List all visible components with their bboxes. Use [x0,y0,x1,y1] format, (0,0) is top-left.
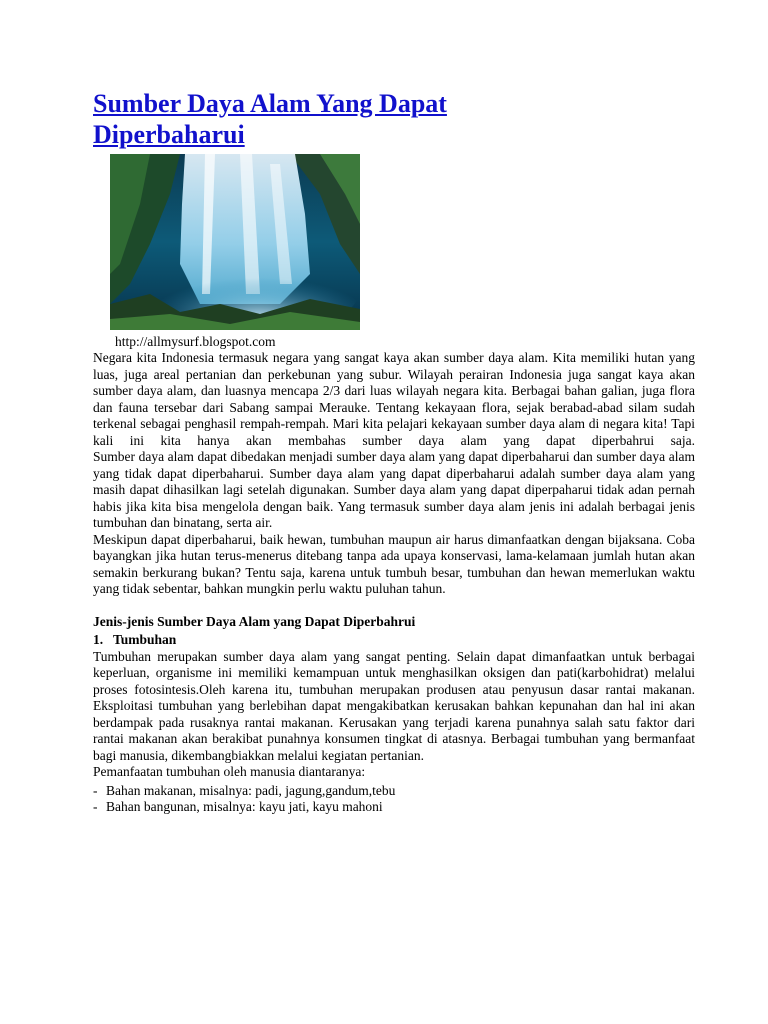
usage-list [93,783,695,816]
list-item-text: Bahan bangunan, misalnya: kayu jati, kayu mahoni [106,799,383,814]
paragraph-3: Meskipun dapat diperbaharui, baik hewan, tumbuhan maupun air harus dimanfaatkan dengan bijaksana. Coba bayangkan jika hutan terus-menerus ditebang tanpa ada upaya konservasi, lama-kelamaan jumlah hutan akan semakin berkurang bukan? Tentu saja, karena untuk tumbuh besar, tumbuhan dan hewan memerlukan waktu yang tidak sebentar, bahkan mungkin perlu waktu puluhan tahun. [93,531,695,596]
list-item-text: Bahan makanan, misalnya: padi, jagung,gandum,tebu [106,782,396,798]
subsection-heading [93,632,695,649]
document-page [93,88,695,816]
list-dash: - [93,799,98,814]
section-body: Tumbuhan merupakan sumber daya alam yang sangat penting. Selain dapat dimanfaatkan untuk berbagai keperluan, organisme ini memiliki kemampuan untuk menghasilkan oksigen dan pati(karbohidrat) melalui proses fotosintesis.Oleh karena itu, tumbuhan merupakan produsen atau penyusun dasar rantai makanan. Eksploitasi tumbuhan yang berlebihan dapat mengakibatkan kerusakan bahkan kepunahan dan hal ini akan berdampak pada rusaknya rantai makanan. Kerusakan yang terjadi karena punahnya salah satu faktor dari rantai makanan akan berakibat punahnya konsumen tingkat di atasnya. Berbagai tumbuhan yang bermanfaat bagi manusia, dikembangbiakkan melalui kegiatan pertanian. [93,648,695,763]
subsection-number: 1. [93,632,104,647]
list-item [93,799,695,816]
list-item [93,783,695,800]
section-heading: Jenis-jenis Sumber Daya Alam yang Dapat Diperbahrui [93,613,416,629]
paragraph-2: Sumber daya alam dapat dibedakan menjadi sumber daya alam yang dapat diperbaharui dan sumber daya alam yang tidak dapat diperbaharui. Sumber daya alam yang dapat diperbaharui adalah sumber daya alam yang masih dapat dihasilkan lagi setelah digunakan. Sumber daya alam yang dapat diperpaharui tidak adan pernah habis jika kita bisa mengelola dengan baik. Yang termasuk sumber daya alam jenis ini adalah berbagai jenis tumbuhan dan binatang, serta air. [93,449,695,530]
page-title-link[interactable]: Sumber Daya Alam Yang Dapat Diperbaharui [93,89,447,149]
subsection-title: Tumbuhan [113,632,177,647]
figure [110,154,360,350]
list-intro: Pemanfaatan tumbuhan oleh manusia diantaranya: [93,764,366,779]
image-caption: http://allmysurf.blogspot.com [115,334,276,349]
paragraph-1: Negara kita Indonesia termasuk negara yang sangat kaya akan sumber daya alam. Kita memiliki hutan yang luas, juga areal pertanian dan perkebunan yang subur. Wilayah perairan Indonesia juga sangat kaya akan sumber daya alam, dan luasnya mencapa 2/3 dari luas wilayah negara kita. Berbagai bahan galian, juga flora dan fauna tersebar dari Sabang sampai Merauke. Tentang kekayaan flora, sejak berabad-abad silam sudah terkenal sebagai penghasil rempah-rempah. Mari kita pelajari kekayaan sumber daya alam di negara kita! Tapi kali ini kita hanya akan membahas sumber daya alam yang dapat diperbahrui saja. [93,350,695,448]
list-dash: - [93,782,98,798]
waterfall-photo [110,154,360,330]
